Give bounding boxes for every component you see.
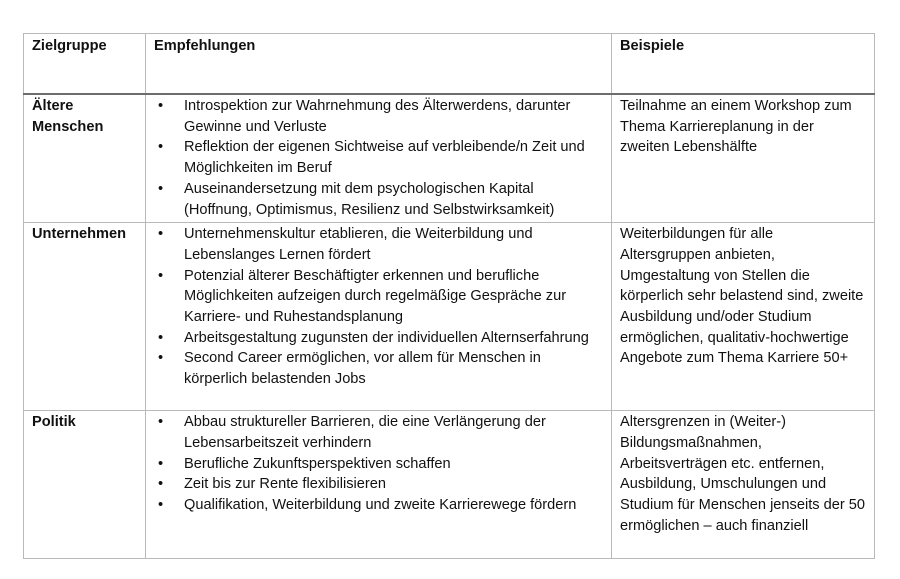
list-item <box>158 348 604 389</box>
list-item <box>158 179 604 220</box>
recommendations-list <box>154 96 604 220</box>
bullet: • <box>158 476 164 493</box>
table-row <box>24 411 875 559</box>
bullet: • <box>158 329 164 346</box>
list-item <box>158 266 604 328</box>
recommendations-table <box>23 33 875 559</box>
table-row <box>24 94 875 223</box>
list-item-text: Reflektion der eigenen Sichtweise auf verbleibende/n Zeit und Möglichkeiten im Beruf <box>184 139 585 177</box>
header-empfehlungen: Empfehlungen <box>146 34 612 95</box>
list-item-text: Second Career ermöglichen, vor allem für Menschen in körperlich belastenden Jobs <box>184 350 541 388</box>
list-item <box>158 328 604 349</box>
recommendations-cell <box>146 223 612 411</box>
list-item-text: Abbau struktureller Barrieren, die eine Verlängerung der Lebensarbeitszeit verhindern <box>184 414 546 451</box>
list-item-text: Berufliche Zukunftsperspektiven schaffen <box>184 455 451 472</box>
list-item-text: Unternehmenskultur etablieren, die Weiterbildung und Lebenslanges Lernen fördert <box>184 226 533 263</box>
recommendations-cell <box>146 411 612 559</box>
list-item <box>158 495 604 516</box>
examples-cell: Teilnahme an einem Workshop zum Thema Karriereplanung in der zweiten Lebenshälfte <box>612 94 875 223</box>
table-row <box>24 223 875 411</box>
group-cell: Politik <box>24 411 146 559</box>
bullet: • <box>158 497 164 514</box>
bullet: • <box>158 226 164 243</box>
header-row <box>24 34 875 95</box>
recommendations-list <box>154 224 604 390</box>
list-item <box>158 137 604 178</box>
list-item <box>158 454 604 475</box>
list-item-text: Zeit bis zur Rente flexibilisieren <box>184 476 386 493</box>
list-item-text: Introspektion zur Wahrnehmung des Älterwerdens, darunter Gewinne und Verluste <box>184 98 571 135</box>
recommendations-list <box>154 412 604 516</box>
list-item-text: Arbeitsgestaltung zugunsten der individuellen Alternserfahrung <box>184 329 589 346</box>
header-zielgruppe: Zielgruppe <box>24 34 146 95</box>
bullet: • <box>158 180 164 197</box>
list-item-text: Potenzial älterer Beschäftigter erkennen und berufliche Möglichkeiten aufzeigen durch regelmäßige Gespräche zur Karriere- und Ruhestandsplanung <box>184 267 567 326</box>
group-cell: Unternehmen <box>24 223 146 411</box>
list-item <box>158 96 604 137</box>
bullet: • <box>158 98 164 114</box>
bullet: • <box>158 414 164 431</box>
header-beispiele: Beispiele <box>612 34 875 95</box>
group-cell: Ältere Menschen <box>24 94 146 223</box>
bullet: • <box>158 350 164 367</box>
list-item-text: Qualifikation, Weiterbildung und zweite Karrierewege fördern <box>184 497 577 514</box>
list-item <box>158 224 604 265</box>
examples-cell: Weiterbildungen für alle Altersgruppen anbieten, Umgestaltung von Stellen die körperlich sehr belastend sind, zweite Ausbildung und/oder Studium ermöglichen, qualitativ-hochwertige Angebote zum Thema Karriere 50+ <box>612 223 875 411</box>
list-item-text: Auseinandersetzung mit dem psychologischen Kapital (Hoffnung, Optimismus, Resilienz und Selbstwirksamkeit) <box>184 180 555 218</box>
bullet: • <box>158 139 164 156</box>
bullet: • <box>158 455 164 472</box>
examples-cell: Altersgrenzen in (Weiter-) Bildungsmaßnahmen, Arbeitsverträgen etc. entfernen, Ausbildung, Umschulungen und Studium für Menschen jenseits der 50 ermöglichen – auch finanziell <box>612 411 875 559</box>
list-item <box>158 412 604 453</box>
list-item <box>158 474 604 495</box>
bullet: • <box>158 267 164 284</box>
recommendations-cell <box>146 94 612 223</box>
